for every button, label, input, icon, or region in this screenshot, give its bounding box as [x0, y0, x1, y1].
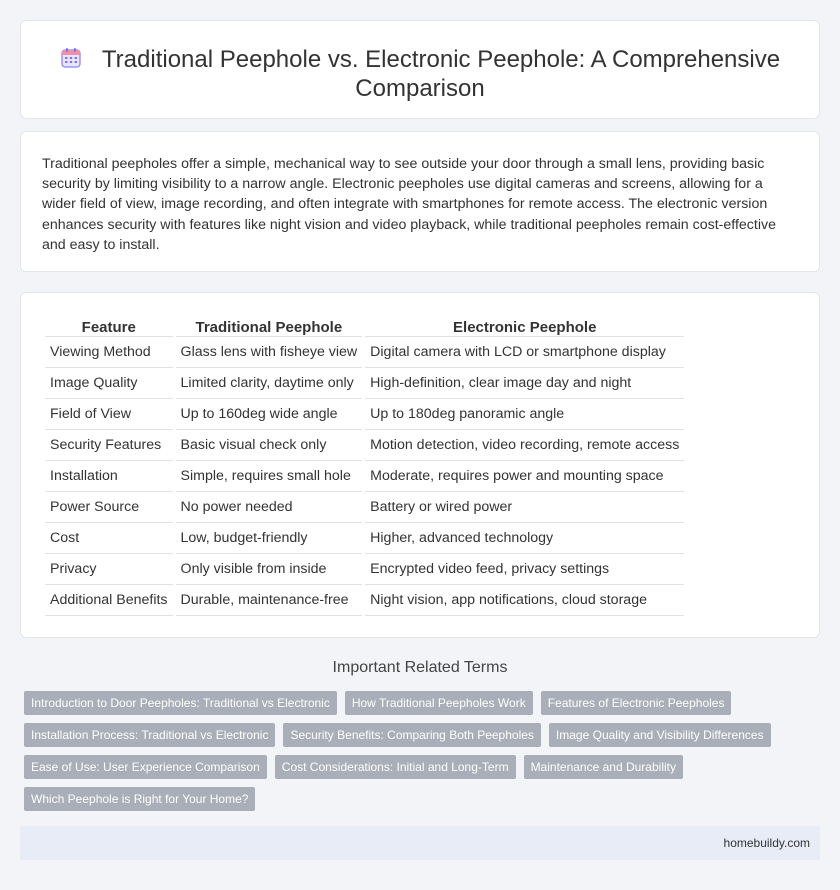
table-cell: Encrypted video feed, privacy settings — [365, 554, 684, 585]
related-term-link[interactable]: Features of Electronic Peepholes — [541, 691, 732, 715]
table-cell: Image Quality — [45, 368, 173, 399]
table-cell: Simple, requires small hole — [176, 461, 363, 492]
table-cell: Only visible from inside — [176, 554, 363, 585]
footer — [20, 826, 820, 860]
table-row — [45, 368, 684, 399]
page-title: Traditional Peephole vs. Electronic Peephole: A Comprehensive Comparison — [101, 46, 781, 102]
header-card — [20, 20, 820, 119]
table-cell: Basic visual check only — [176, 430, 363, 461]
table-cell: Moderate, requires power and mounting space — [365, 461, 684, 492]
intro-card — [20, 131, 820, 272]
site-link[interactable]: homebuildy.com — [723, 836, 810, 850]
related-terms-list — [24, 691, 824, 819]
table-cell: Digital camera with LCD or smartphone display — [365, 337, 684, 368]
table-row — [45, 492, 684, 523]
table-row — [45, 554, 684, 585]
page-title-wrap — [21, 45, 819, 103]
table-cell: Glass lens with fisheye view — [176, 337, 363, 368]
table-cell: Additional Benefits — [45, 585, 173, 616]
column-header-electronic: Electronic Peephole — [365, 314, 684, 337]
table-cell: Installation — [45, 461, 173, 492]
table-cell: Motion detection, video recording, remote access — [365, 430, 684, 461]
related-term-link[interactable]: Maintenance and Durability — [524, 755, 683, 779]
related-term-link[interactable]: Which Peephole is Right for Your Home? — [24, 787, 255, 811]
table-cell: Up to 180deg panoramic angle — [365, 399, 684, 430]
comparison-table-card — [20, 292, 820, 638]
related-term-link[interactable]: Image Quality and Visibility Differences — [549, 723, 771, 747]
column-header-traditional: Traditional Peephole — [176, 314, 363, 337]
table-cell: No power needed — [176, 492, 363, 523]
table-cell: High-definition, clear image day and night — [365, 368, 684, 399]
table-row — [45, 585, 684, 616]
intro-paragraph: Traditional peepholes offer a simple, mechanical way to see outside your door through a small lens, providing basic security by limiting visibility to a narrow angle. Electronic peepholes use digital cameras and screens, allowing for a wider field of view, image recording, and often integrate with smartphones for remote access. The electronic version enhances security with features like night vision and video playback, while traditional peepholes remain cost-effective and easy to install. — [42, 156, 776, 253]
table-header-row — [45, 314, 684, 337]
comparison-table — [42, 314, 687, 616]
table-row — [45, 523, 684, 554]
tag-row — [24, 755, 824, 779]
tag-row — [24, 787, 824, 811]
table-cell: Up to 160deg wide angle — [176, 399, 363, 430]
table-cell: Higher, advanced technology — [365, 523, 684, 554]
table-row — [45, 430, 684, 461]
related-term-link[interactable]: Ease of Use: User Experience Comparison — [24, 755, 267, 779]
table-cell: Cost — [45, 523, 173, 554]
table-cell: Security Features — [45, 430, 173, 461]
table-cell: Power Source — [45, 492, 173, 523]
table-row — [45, 399, 684, 430]
related-term-link[interactable]: How Traditional Peepholes Work — [345, 691, 533, 715]
related-term-link[interactable]: Introduction to Door Peepholes: Traditional vs Electronic — [24, 691, 337, 715]
table-row — [45, 461, 684, 492]
table-cell: Durable, maintenance-free — [176, 585, 363, 616]
table-cell: Low, budget-friendly — [176, 523, 363, 554]
table-cell: Viewing Method — [45, 337, 173, 368]
table-cell: Battery or wired power — [365, 492, 684, 523]
table-cell: Field of View — [45, 399, 173, 430]
table-cell: Limited clarity, daytime only — [176, 368, 363, 399]
table-row — [45, 337, 684, 368]
table-cell: Night vision, app notifications, cloud storage — [365, 585, 684, 616]
related-term-link[interactable]: Cost Considerations: Initial and Long-Term — [275, 755, 516, 779]
column-header-feature: Feature — [45, 314, 173, 337]
related-term-link[interactable]: Security Benefits: Comparing Both Peepholes — [283, 723, 540, 747]
related-terms-title: Important Related Terms — [332, 659, 508, 676]
table-cell: Privacy — [45, 554, 173, 585]
tag-row — [24, 691, 824, 715]
calendar-icon — [60, 47, 82, 69]
tag-row — [24, 723, 824, 747]
related-term-link[interactable]: Installation Process: Traditional vs Electronic — [24, 723, 275, 747]
